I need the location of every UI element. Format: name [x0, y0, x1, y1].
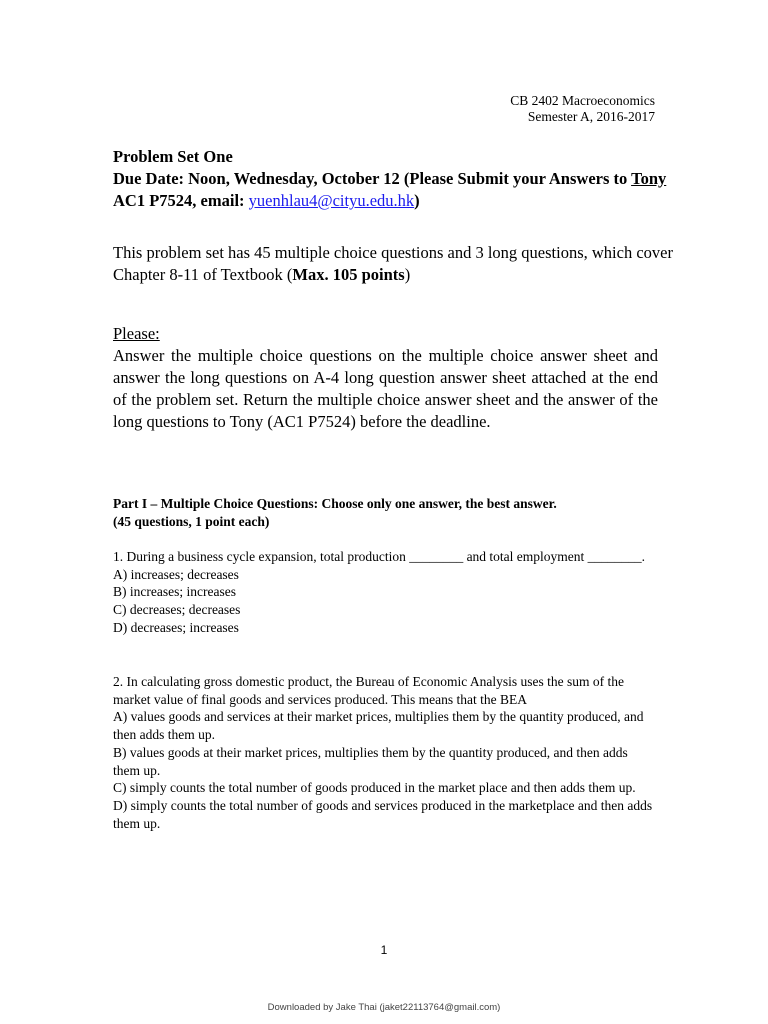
intro-text: This problem set has 45 multiple choice questions and 3 long questions, which cover Chapter 8-11 of Textbook ( [113, 243, 673, 284]
semester: Semester A, 2016-2017 [527, 109, 655, 124]
page-number: 1 [380, 943, 388, 957]
answer-option: B) values goods at their market prices, multiplies them by the quantity produced, and then adds them up. [113, 744, 628, 778]
answer-option: C) simply counts the total number of goods produced in the market place and then adds them up. [113, 780, 636, 796]
course-header [510, 93, 655, 125]
part-heading [113, 495, 673, 531]
instructions-body: Answer the multiple choice questions on the multiple choice answer sheet and answer the long questions on A-4 long question answer sheet attached at the end of the problem set. Return the multiple choice answer sheet and the answer of the long questions to Tony (AC1 P7524) before the deadline. [113, 346, 658, 431]
question-stem: 2. In calculating gross domestic product, the Bureau of Economic Analysis uses the sum of the market value of final goods and services produced. This means that the BEA [113, 674, 625, 707]
answer-option: D) simply counts the total number of goods and services produced in the marketplace and then adds them up. [113, 797, 653, 831]
answer-option: D) decreases; increases [113, 619, 239, 635]
answer-option: A) increases; decreases [113, 566, 239, 582]
course-name: CB 2402 Macroeconomics [510, 93, 655, 108]
due-date-close: ) [414, 191, 420, 210]
instructions [113, 323, 658, 433]
answer-option: B) increases; increases [113, 584, 236, 600]
problem-set-title: Problem Set One [113, 147, 233, 166]
max-points: Max. 105 points [292, 265, 405, 284]
download-footer: Downloaded by Jake Thai (jaket22113764@gmail.com) [267, 1002, 501, 1013]
instructions-label: Please: [113, 324, 160, 343]
answer-option: A) values goods and services at their market prices, multiplies them by the quantity produced, and then adds them up. [113, 709, 644, 743]
email-link[interactable]: yuenhlau4@cityu.edu.hk [248, 191, 415, 210]
intro-paragraph [113, 242, 673, 286]
question-1 [113, 548, 658, 637]
due-date [113, 168, 673, 212]
due-date-text: Due Date: Noon, Wednesday, October 12 (Please Submit your Answers to [113, 169, 632, 188]
question-2 [113, 673, 658, 832]
submission-location: AC1 P7524, email: [113, 191, 249, 210]
question-stem: 1. During a business cycle expansion, total production ________ and total employment ________. [113, 549, 646, 564]
part-title: Part I – Multiple Choice Questions: Choose only one answer, the best answer. [113, 496, 557, 511]
part-subtitle: (45 questions, 1 point each) [113, 514, 270, 529]
recipient-name: Tony [631, 169, 667, 188]
answer-option: C) decreases; decreases [113, 602, 241, 618]
title-block [113, 146, 673, 212]
intro-close: ) [404, 265, 411, 284]
